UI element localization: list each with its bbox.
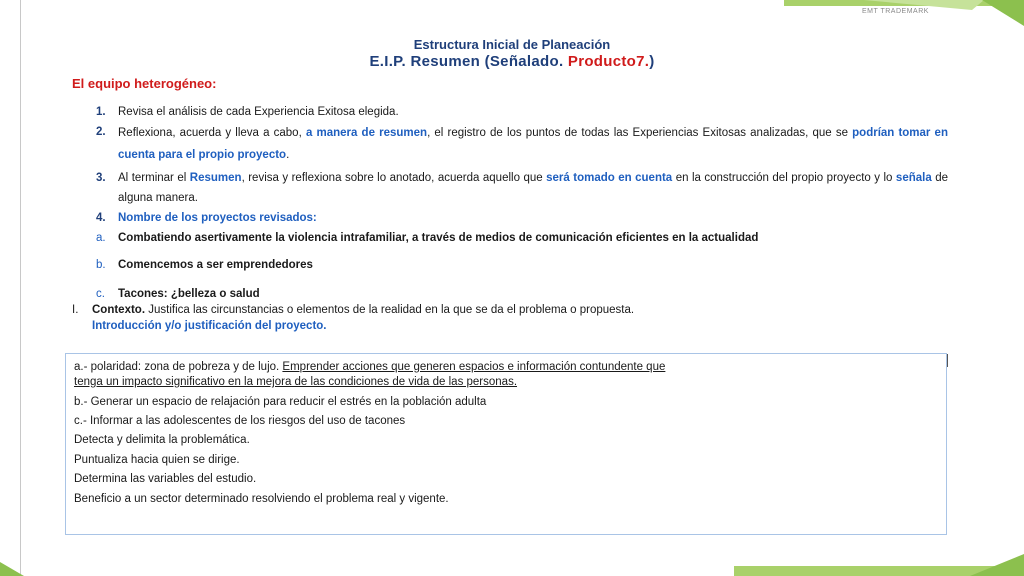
context-subheading: Introducción y/o justificación del proyecto. <box>92 320 327 332</box>
summary-line-a <box>74 360 665 374</box>
context-section <box>72 302 932 334</box>
step-text-part: en la construcción del propio proyecto y lo <box>672 172 896 184</box>
step-text: Nombre de los proyectos revisados: <box>118 212 317 224</box>
project-a <box>96 228 948 248</box>
left-margin-rule <box>20 0 21 576</box>
step-2 <box>96 122 948 166</box>
summary-line-determina: Determina las variables del estudio. <box>74 473 257 485</box>
step-number: 4. <box>96 212 106 224</box>
summary-line-detecta: Detecta y delimita la problemática. <box>74 434 250 446</box>
step-text-part: de alguna manera. <box>118 172 948 204</box>
step-highlight: será tomado en cuenta <box>546 172 673 184</box>
step-text: Revisa el análisis de cada Experiencia Exitosa elegida. <box>118 106 399 118</box>
subtitle-product: Producto7. <box>567 53 650 70</box>
step-text-part: , revisa y reflexiona sobre lo anotado, acuerda aquello que <box>241 172 547 184</box>
summary-line-beneficio: Beneficio a un sector determinado resolviendo el problema real y vigente. <box>74 493 449 505</box>
project-b <box>96 255 948 275</box>
step-highlight: podrían tomar en cuenta para el propio proyecto <box>118 127 948 161</box>
summary-underlined-text: Emprender acciones que generen espacios e información contundente que <box>282 361 666 373</box>
context-line <box>92 302 932 318</box>
step-1 <box>96 102 948 122</box>
project-letter: b. <box>96 259 106 271</box>
step-text <box>118 168 948 208</box>
page-subtitle <box>0 53 1024 70</box>
step-text <box>118 122 948 166</box>
step-text-part: , el registro de los puntos de todas las Experiencias Exitosas analizadas, que se <box>427 127 853 139</box>
summary-line-puntualiza: Puntualiza hacia quien se dirige. <box>74 454 240 466</box>
step-text-part: . <box>286 149 290 161</box>
project-letter: c. <box>96 288 105 300</box>
summary-textbox[interactable] <box>65 353 947 535</box>
context-text: Justifica las circunstancias o elementos de la realidad en la que se da el problema o propuesta. <box>145 304 635 316</box>
context-label: Contexto. <box>92 304 146 316</box>
step-highlight: señala <box>895 172 932 184</box>
step-text-part: Reflexiona, acuerda y lleva a cabo, <box>118 127 306 139</box>
step-3 <box>96 168 948 208</box>
corner-note: EMT TRADEMARK <box>862 8 929 15</box>
step-highlight: Resumen <box>189 172 242 184</box>
project-name: Tacones: ¿belleza o salud <box>118 288 260 300</box>
step-text-part: Al terminar el <box>118 172 190 184</box>
step-number: 3. <box>96 172 106 184</box>
project-letter: a. <box>96 232 106 244</box>
step-4 <box>96 208 948 228</box>
subtitle-close: ) <box>649 53 655 70</box>
step-number: 1. <box>96 106 106 118</box>
step-highlight: a manera de resumen <box>305 127 428 139</box>
page-title: Estructura Inicial de Planeación <box>413 37 611 52</box>
summary-line-c: c.- Informar a las adolescentes de los riesgos del uso de tacones <box>74 415 406 427</box>
summary-text: a.- polaridad: zona de pobreza y de lujo. <box>74 361 283 373</box>
summary-line-b: b.- Generar un espacio de relajación para reducir el estrés en la población adulta <box>74 396 487 408</box>
summary-line-a-cont: tenga un impacto significativo en la mejora de las condiciones de vida de las personas. <box>74 376 518 388</box>
text-cursor <box>947 354 948 367</box>
context-numeral: I. <box>72 304 79 316</box>
subtitle-main: E.I.P. Resumen (Señalado. <box>369 53 564 70</box>
step-number: 2. <box>96 126 106 138</box>
project-name: Comencemos a ser emprendedores <box>118 259 313 271</box>
team-heading: El equipo heterogéneo: <box>72 76 217 91</box>
project-name: Combatiendo asertivamente la violencia intrafamiliar, a través de medios de comunicación eficientes en la actualidad <box>118 232 759 244</box>
project-c <box>96 284 948 304</box>
